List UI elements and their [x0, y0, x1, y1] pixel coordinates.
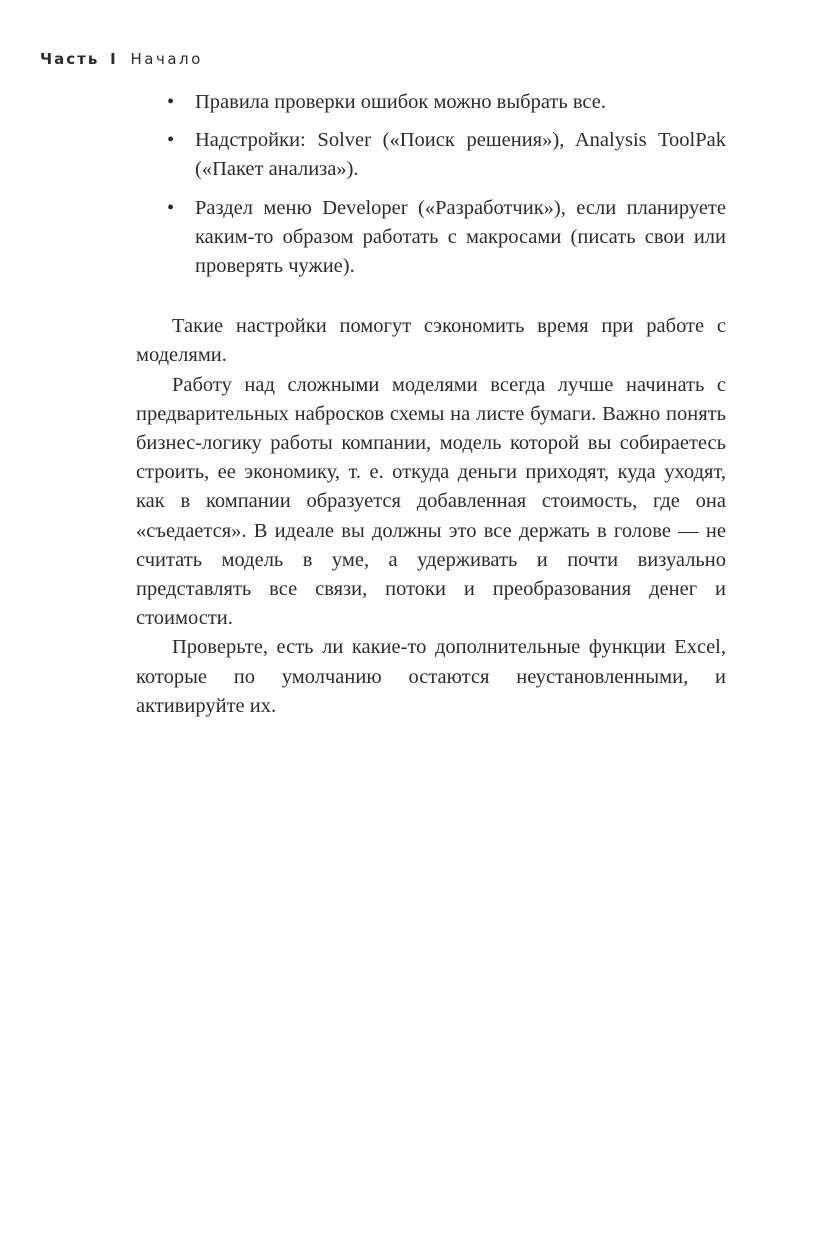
list-item-text: Надстройки: Solver («Поиск решения»), Analysis ToolPak («Пакет анализа»). — [195, 129, 726, 181]
list-item-text: Правила проверки ошибок можно выбрать все. — [195, 91, 606, 113]
list-item — [136, 194, 726, 282]
body-paragraphs — [136, 312, 726, 721]
list-item — [136, 126, 726, 184]
part-label: Часть — [40, 50, 100, 68]
chapter-title: Начало — [130, 50, 203, 68]
bullet-icon: • — [167, 196, 175, 219]
paragraph: Проверьте, есть ли какие-то дополнительные функции Excel, которые по умолчанию остаются неустановленными, и активируйте их. — [136, 636, 726, 717]
page-body — [136, 88, 726, 721]
part-numeral: I — [110, 50, 118, 68]
paragraph: Такие настройки помогут сэкономить время при работе с моделями. — [136, 315, 726, 367]
paragraph: Работу над сложными моделями всегда лучше начинать с предварительных набросков схемы на листе бумаги. Важно понять бизнес-логику работы компании, модель которой вы собираетесь строить, ее экономику, т. е. откуда деньги приходят, куда уходят, как в компании образуется добавленная стоимость, где она «съедается». В идеале вы должны это все держать в голове — не считать модель в уме, а удерживать и почти визуально представлять все связи, потоки и преобразования денег и стоимости. — [136, 373, 726, 630]
bullet-icon: • — [167, 129, 175, 152]
list-item — [136, 88, 726, 117]
settings-bullet-list — [136, 88, 726, 281]
list-item-text: Раздел меню Developer («Разработчик»), если планируете каким-то образом работать с макросами (писать свои или проверять чужие). — [195, 196, 726, 278]
running-head — [40, 50, 203, 68]
bullet-icon: • — [167, 91, 175, 113]
